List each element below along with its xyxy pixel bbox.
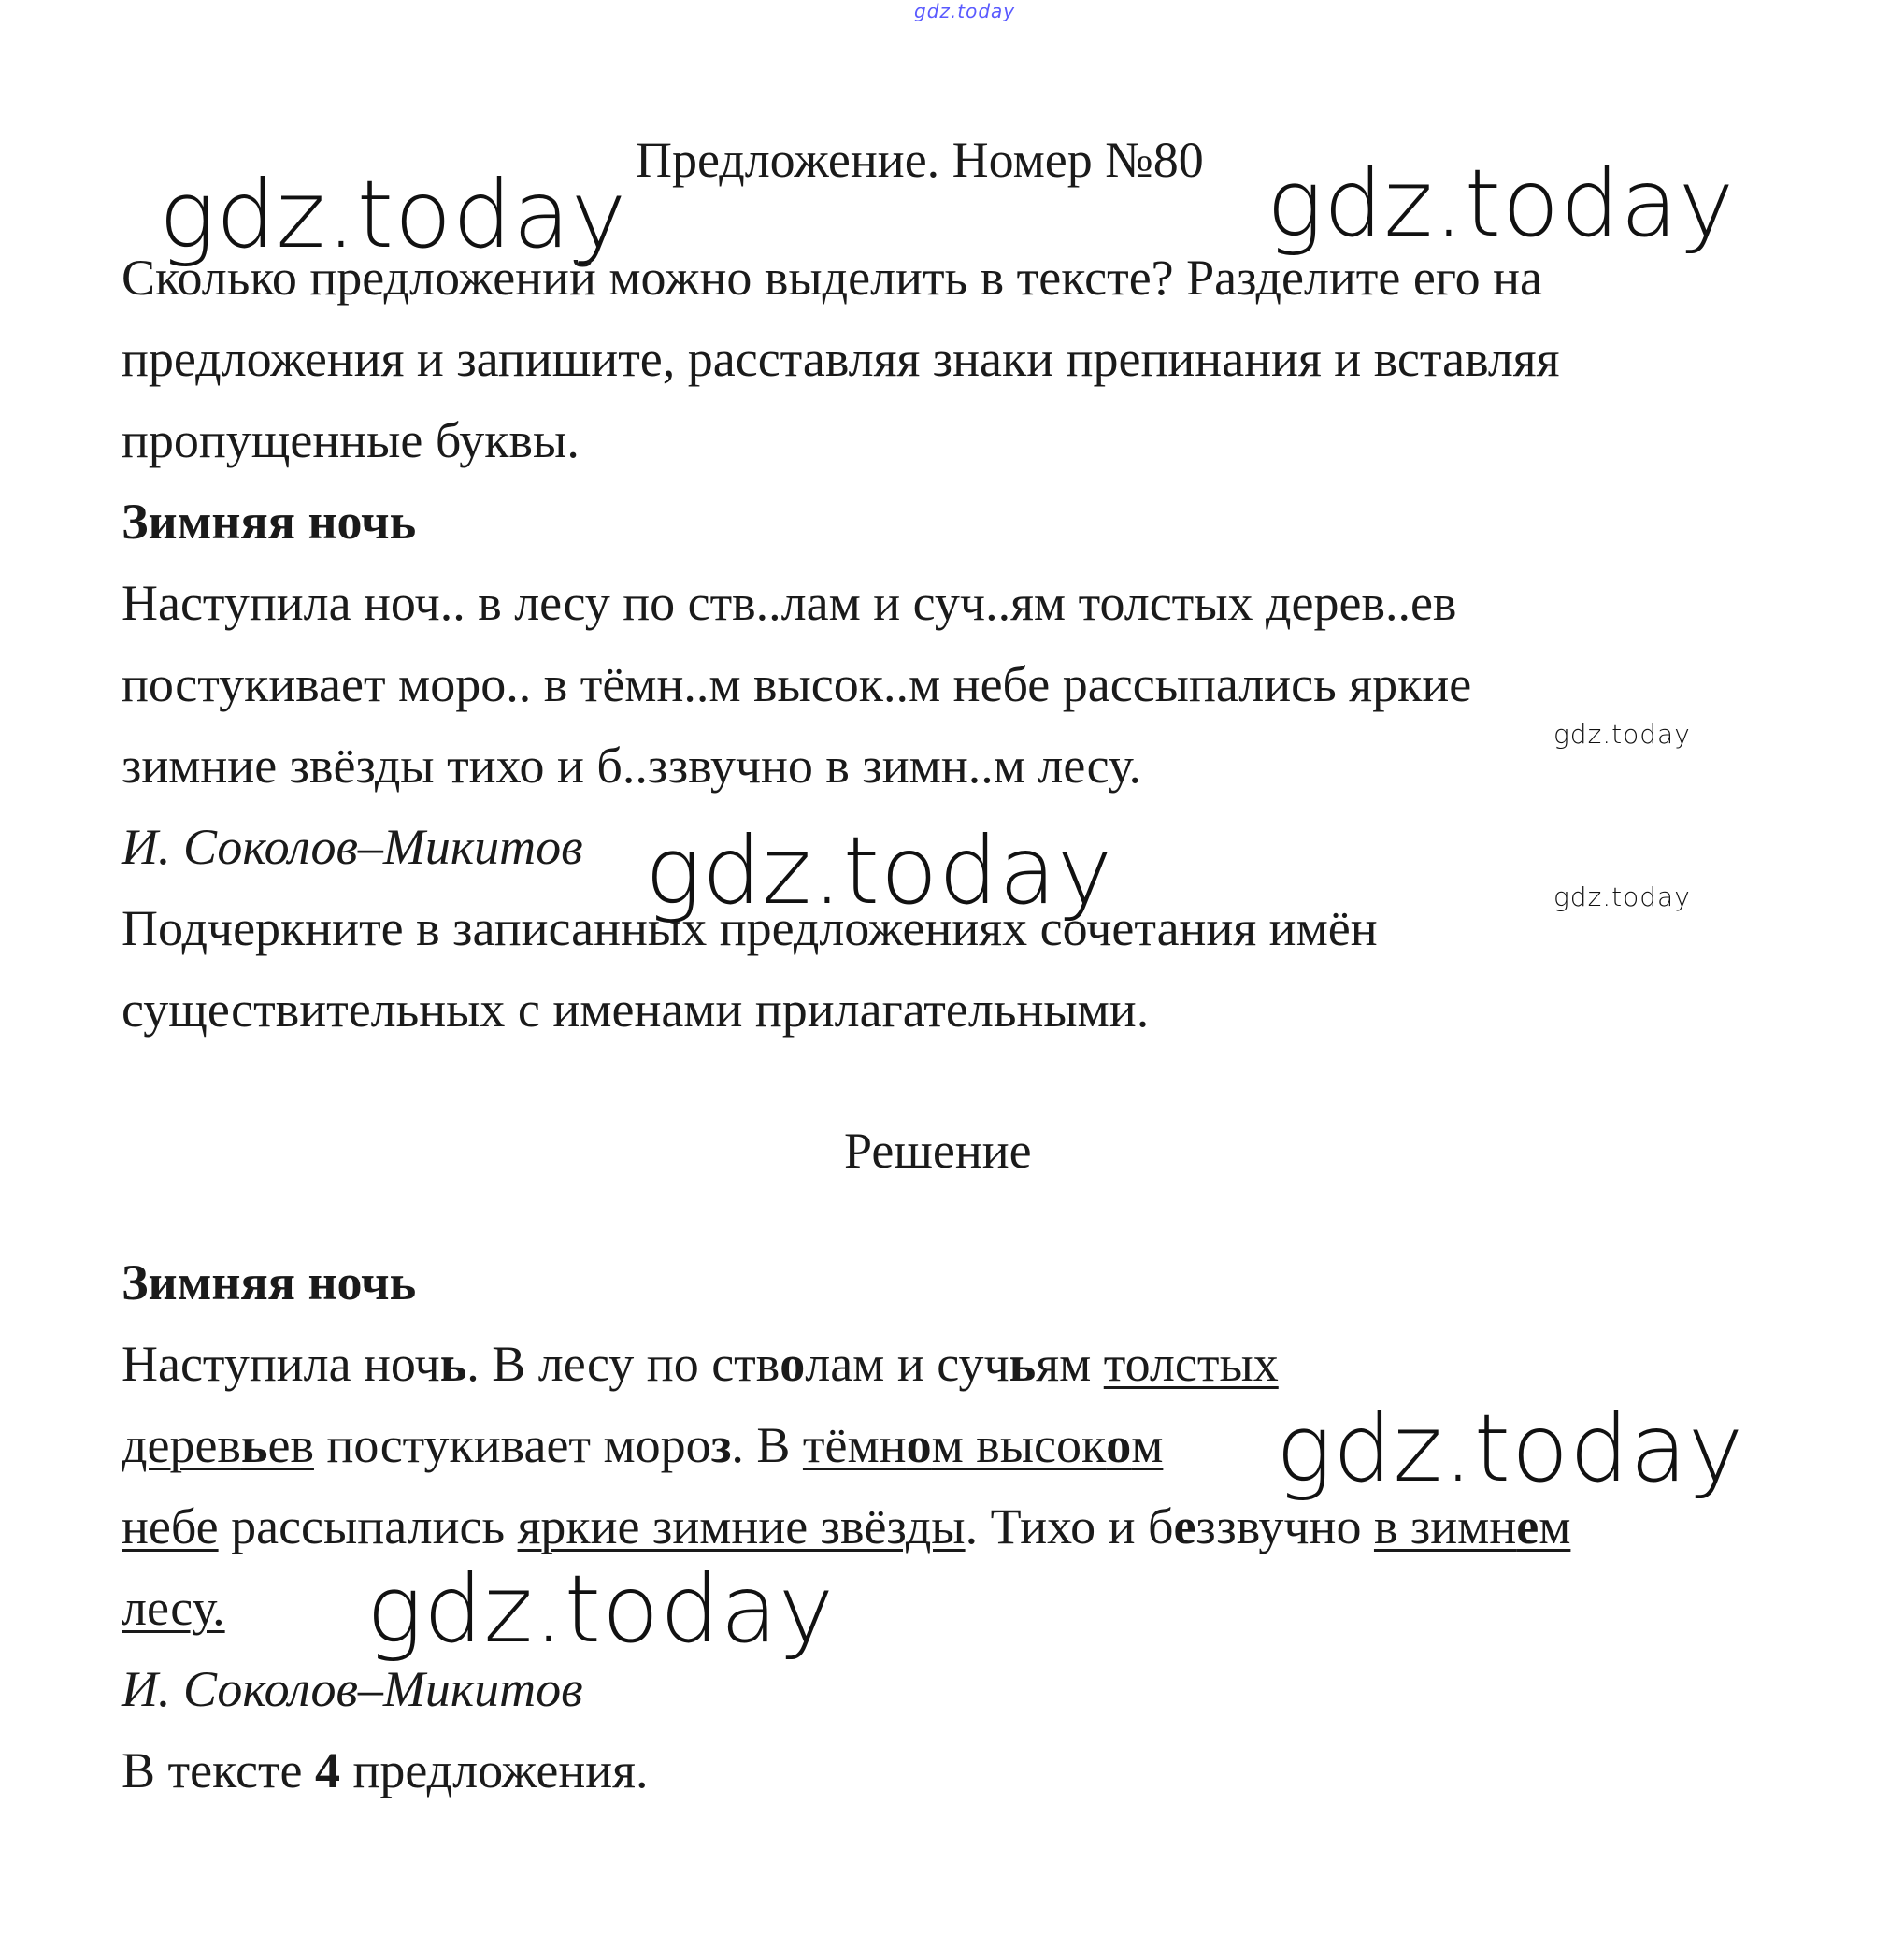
watermark-large-1: gdz.today [159, 160, 628, 269]
answer-post: предложения. [340, 1742, 649, 1798]
instruction-line-1: Подчеркните в записанных предложениях сочетания имён [122, 900, 1378, 956]
page-title: Предложение. Номер №80 [636, 132, 1204, 188]
s4-a: лесу. [122, 1580, 225, 1636]
watermark-small-1: gdz.today [1553, 719, 1691, 750]
solution-heading: Решение [844, 1123, 1032, 1179]
s2-c: ев [267, 1417, 314, 1473]
s2-underlined-1 [122, 1417, 314, 1473]
task-line-3: пропущенные буквы. [122, 412, 580, 468]
s2-i: м высок [931, 1417, 1107, 1473]
watermark-small-2: gdz.today [1553, 881, 1691, 912]
watermark-large-3: gdz.today [645, 816, 1114, 925]
solution-line-1 [122, 1336, 1279, 1392]
poem-text-line-1: Наступила ноч.. в лесу по ств..лам и суч..ям толстых дерев..ев [122, 575, 1457, 631]
task-line-1: Сколько предложений можно выделить в тексте? Разделите его на [122, 250, 1542, 306]
watermark-large-4: gdz.today [1276, 1394, 1745, 1503]
s2-e: з [710, 1417, 732, 1473]
s2-h: о [906, 1417, 932, 1473]
s2-underlined-2 [803, 1417, 1163, 1473]
s2-b: ь [240, 1417, 268, 1473]
solution-poem-title: Зимняя ночь [122, 1254, 417, 1311]
instruction-line-2: существительных с именами прилагательными. [122, 981, 1150, 1038]
answer-pre: В тексте [122, 1742, 316, 1798]
watermark-large-5: gdz.today [366, 1554, 836, 1664]
s3-c: яркие зимние звёзды [517, 1498, 966, 1554]
s3-d: . Тихо и б [965, 1498, 1174, 1554]
s1-g: ям [1036, 1336, 1104, 1392]
s2-f: . В [731, 1417, 803, 1473]
solution-answer [122, 1742, 649, 1798]
s3-g: в зимн [1373, 1498, 1517, 1554]
solution-line-4 [122, 1580, 225, 1636]
s1-f: ь [1009, 1336, 1037, 1392]
answer-num: 4 [315, 1742, 341, 1798]
s3-underlined [1374, 1498, 1570, 1554]
s1-h: толстых [1103, 1336, 1279, 1392]
watermark-large-2: gdz.today [1267, 149, 1736, 258]
s3-h: е [1516, 1498, 1539, 1554]
poem-text-line-3: зимние звёзды тихо и б..ззвучно в зимн..м лесу. [122, 738, 1141, 794]
poem-title: Зимняя ночь [122, 494, 417, 550]
s3-e: е [1173, 1498, 1196, 1554]
s3-i: м [1539, 1498, 1571, 1554]
s1-e: лам и суч [805, 1336, 1009, 1392]
s3-a: небе [122, 1498, 219, 1554]
s1-d: о [780, 1336, 806, 1392]
watermark-top: gdz.today [914, 0, 1016, 22]
s2-k: м [1131, 1417, 1164, 1473]
solution-line-3 [122, 1498, 1571, 1554]
s3-f: ззвучно [1195, 1498, 1374, 1554]
s3-b: рассыпались [218, 1498, 518, 1554]
s1-b: ь [439, 1336, 467, 1392]
s2-j: о [1106, 1417, 1132, 1473]
poem-author: И. Соколов–Микитов [122, 819, 583, 875]
s1-a: Наступила ноч [122, 1336, 440, 1392]
poem-text-line-2: постукивает моро.. в тёмн..м высок..м небе рассыпались яркие [122, 656, 1472, 712]
task-line-2: предложения и запишите, расставляя знаки препинания и вставляя [122, 331, 1560, 387]
s2-g: тёмн [802, 1417, 907, 1473]
s2-a: дерев [122, 1417, 241, 1473]
solution-author: И. Соколов–Микитов [122, 1661, 583, 1717]
s1-c: . В лесу по ств [466, 1336, 780, 1392]
solution-line-2 [122, 1417, 1164, 1473]
s2-d: постукивает моро [313, 1417, 711, 1473]
